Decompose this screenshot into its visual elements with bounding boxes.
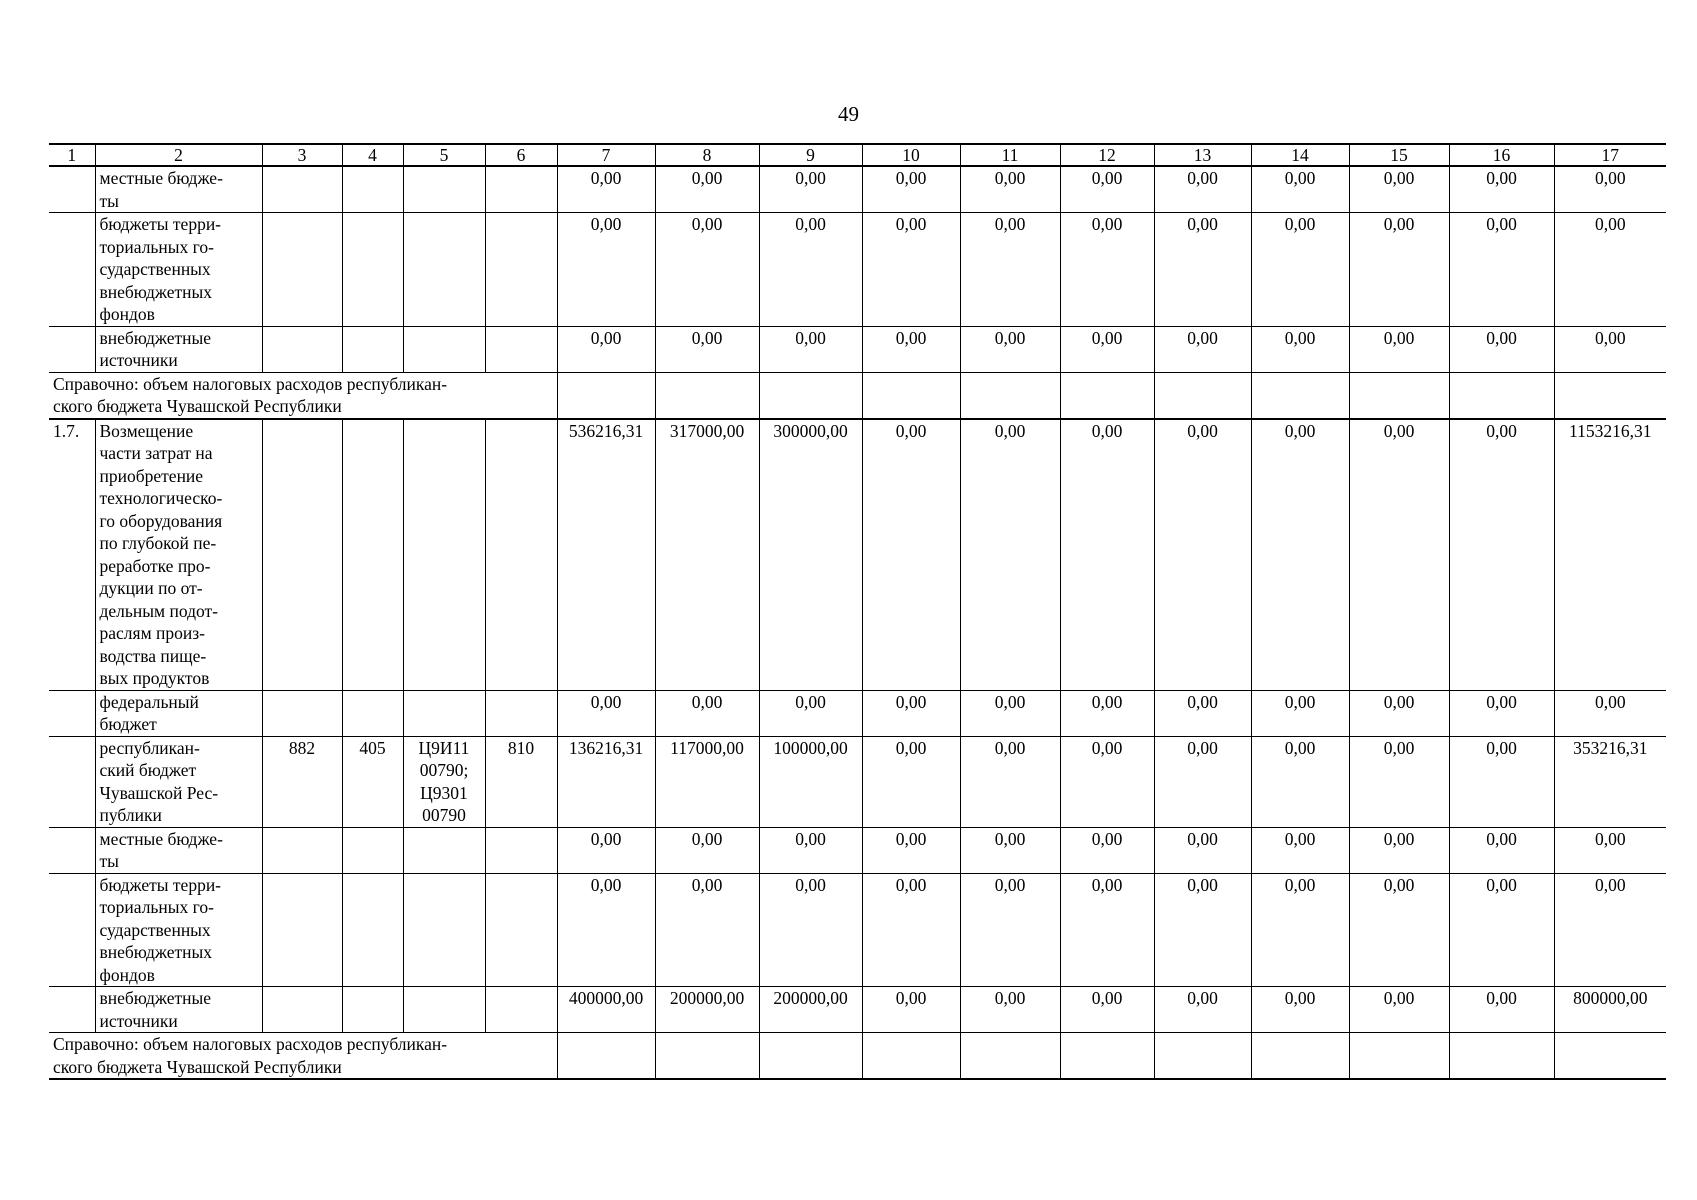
cell-expense-type	[485, 213, 557, 327]
text-line: дукции по от-	[99, 578, 203, 598]
value-cell: 0,00	[1154, 987, 1251, 1033]
value-cell: 0,00	[1349, 873, 1449, 987]
value-cell: 0,00	[1449, 419, 1554, 691]
value-cell: 0,00	[557, 827, 655, 873]
value-cell: 317000,00	[655, 419, 759, 691]
value-cell: 0,00	[1251, 827, 1349, 873]
value-cell	[1060, 1033, 1154, 1080]
text-line: вых продуктов	[99, 668, 210, 688]
text-line: приобретение	[99, 465, 204, 486]
value-cell: 100000,00	[759, 736, 862, 827]
value-cell	[862, 372, 960, 419]
budget-table	[49, 143, 1666, 1080]
column-header-12: 12	[1060, 144, 1154, 166]
row-index	[49, 736, 95, 827]
value-cell: 0,00	[960, 827, 1060, 873]
text-line: части затрат на	[99, 443, 213, 463]
value-cell	[1251, 372, 1349, 419]
column-header-17: 17	[1554, 144, 1666, 166]
value-cell	[960, 1033, 1060, 1080]
value-cell: 0,00	[1449, 690, 1554, 736]
text-line: бюджеты терри-	[99, 214, 222, 234]
text-line: ты	[99, 851, 119, 871]
cell-grbs	[262, 419, 342, 691]
cell-target-article	[403, 987, 485, 1033]
cell-grbs	[262, 690, 342, 736]
value-cell: 0,00	[655, 827, 759, 873]
value-cell: 0,00	[1449, 736, 1554, 827]
value-cell	[759, 372, 862, 419]
value-cell: 0,00	[1251, 873, 1349, 987]
row-index	[49, 326, 95, 372]
text-line: республикан-	[99, 737, 200, 758]
text-line: по глубокой пе-	[99, 533, 217, 553]
value-cell: 0,00	[1349, 326, 1449, 372]
value-cell: 0,00	[1554, 690, 1666, 736]
text-line: внебюджетных	[99, 942, 213, 962]
value-cell: 0,00	[1154, 326, 1251, 372]
value-cell	[655, 372, 759, 419]
value-cell: 0,00	[1349, 736, 1449, 827]
value-cell: 0,00	[1154, 213, 1251, 327]
cell-target-article	[403, 213, 485, 327]
text-line: ториальных го-	[99, 897, 214, 917]
row-index	[49, 987, 95, 1033]
value-cell: 0,00	[862, 736, 960, 827]
cell-grbs	[262, 827, 342, 873]
row-index	[49, 213, 95, 327]
column-header-7: 7	[557, 144, 655, 166]
table-row	[49, 213, 1666, 327]
value-cell	[1554, 372, 1666, 419]
value-cell: 0,00	[1154, 166, 1251, 213]
cell-section	[342, 690, 403, 736]
column-header-14: 14	[1251, 144, 1349, 166]
text-line: технологическо-	[99, 488, 223, 508]
value-cell: 0,00	[862, 827, 960, 873]
column-header-4: 4	[342, 144, 403, 166]
column-header-6: 6	[485, 144, 557, 166]
value-cell: 0,00	[1154, 827, 1251, 873]
cell-target-article	[403, 690, 485, 736]
value-cell: 0,00	[557, 166, 655, 213]
row-index	[49, 873, 95, 987]
text-line: раслям произ-	[99, 623, 205, 643]
value-cell: 0,00	[1449, 213, 1554, 327]
value-cell: 0,00	[759, 827, 862, 873]
column-header-8: 8	[655, 144, 759, 166]
column-header-10: 10	[862, 144, 960, 166]
value-cell: 0,00	[655, 690, 759, 736]
value-cell: 0,00	[1349, 690, 1449, 736]
column-header-5: 5	[403, 144, 485, 166]
column-header-row	[49, 144, 1666, 166]
cell-expense-type	[485, 827, 557, 873]
value-cell: 536216,31	[557, 419, 655, 691]
cell-grbs	[262, 166, 342, 213]
cell-target-article	[403, 419, 485, 691]
value-cell	[1349, 1033, 1449, 1080]
value-cell: 0,00	[1554, 326, 1666, 372]
text-line: ты	[99, 190, 119, 211]
table-row	[49, 326, 1666, 372]
row-index: 1.7.	[49, 419, 95, 691]
value-cell: 0,00	[862, 326, 960, 372]
text-line: сударственных	[99, 919, 211, 940]
cell-target-article	[403, 166, 485, 213]
value-cell: 0,00	[960, 690, 1060, 736]
value-cell	[862, 1033, 960, 1080]
value-cell: 1153216,31	[1554, 419, 1666, 691]
text-line: внебюджетные	[99, 327, 212, 348]
value-cell: 0,00	[557, 213, 655, 327]
text-line: 00790;	[419, 760, 469, 780]
value-cell: 136216,31	[557, 736, 655, 827]
value-cell	[960, 372, 1060, 419]
program-title-row	[49, 419, 1666, 691]
funding-source	[95, 213, 262, 327]
cell-grbs	[262, 213, 342, 327]
reference-row	[49, 372, 1666, 419]
value-cell: 200000,00	[759, 987, 862, 1033]
value-cell	[1554, 1033, 1666, 1080]
text-line: Возмещение	[99, 420, 194, 441]
text-line: фондов	[99, 304, 155, 324]
column-header-2: 2	[95, 144, 262, 166]
value-cell: 0,00	[1060, 873, 1154, 987]
value-cell: 300000,00	[759, 419, 862, 691]
value-cell: 400000,00	[557, 987, 655, 1033]
cell-expense-type	[485, 419, 557, 691]
cell-target-article	[403, 736, 485, 827]
value-cell: 800000,00	[1554, 987, 1666, 1033]
row-index	[49, 690, 95, 736]
value-cell: 0,00	[1349, 987, 1449, 1033]
text-line: федеральный	[99, 691, 199, 712]
table-row	[49, 166, 1666, 213]
value-cell: 0,00	[1060, 166, 1154, 213]
value-cell: 0,00	[1449, 166, 1554, 213]
value-cell: 0,00	[759, 213, 862, 327]
text-line: бюджеты терри-	[99, 874, 222, 895]
value-cell: 0,00	[1060, 987, 1154, 1033]
text-line: ский бюджет	[99, 760, 197, 780]
value-cell: 353216,31	[1554, 736, 1666, 827]
value-cell: 0,00	[1251, 166, 1349, 213]
value-cell: 0,00	[557, 873, 655, 987]
text-line: внебюджетных	[99, 281, 213, 302]
column-header-1: 1	[49, 144, 95, 166]
value-cell: 0,00	[862, 873, 960, 987]
text-line: 00790	[422, 805, 466, 825]
text-line: ториальных го-	[99, 236, 214, 257]
value-cell: 0,00	[960, 166, 1060, 213]
value-cell	[1251, 1033, 1349, 1080]
value-cell: 0,00	[1554, 873, 1666, 987]
cell-grbs	[262, 987, 342, 1033]
column-header-13: 13	[1154, 144, 1251, 166]
value-cell: 0,00	[759, 690, 862, 736]
cell-target-article	[403, 326, 485, 372]
text-line: местные бюдже-	[99, 828, 223, 849]
value-cell: 0,00	[1554, 166, 1666, 213]
text-line: бюджет	[99, 714, 157, 734]
table-row	[49, 873, 1666, 987]
value-cell: 0,00	[862, 690, 960, 736]
value-cell: 0,00	[1060, 827, 1154, 873]
value-cell	[759, 1033, 862, 1080]
value-cell: 0,00	[960, 736, 1060, 827]
value-cell: 0,00	[1349, 166, 1449, 213]
cell-section	[342, 326, 403, 372]
value-cell: 0,00	[1060, 690, 1154, 736]
table-row	[49, 827, 1666, 873]
value-cell: 0,00	[759, 326, 862, 372]
value-cell	[1060, 372, 1154, 419]
cell-expense-type	[485, 987, 557, 1033]
value-cell: 200000,00	[655, 987, 759, 1033]
text-line: фондов	[99, 964, 155, 985]
value-cell: 0,00	[1554, 213, 1666, 327]
value-cell: 0,00	[1154, 419, 1251, 691]
value-cell: 0,00	[655, 326, 759, 372]
value-cell: 0,00	[1349, 419, 1449, 691]
value-cell: 0,00	[1251, 326, 1349, 372]
text-line: Справочно: объем налоговых расходов республикан-	[53, 1034, 448, 1054]
text-line: реработке про-	[99, 555, 211, 576]
cell-grbs	[262, 326, 342, 372]
cell-grbs: 882	[262, 736, 342, 827]
value-cell: 0,00	[1060, 326, 1154, 372]
column-header-11: 11	[960, 144, 1060, 166]
text-line: Ц9301	[420, 782, 468, 803]
text-line: водства пище-	[99, 645, 207, 666]
cell-section	[342, 213, 403, 327]
text-line: ского бюджета Чувашской Республики	[53, 1056, 342, 1077]
text-line: го оборудования	[99, 510, 223, 531]
cell-expense-type	[485, 166, 557, 213]
column-header-3: 3	[262, 144, 342, 166]
program-title	[95, 419, 262, 691]
value-cell: 0,00	[862, 987, 960, 1033]
value-cell	[1349, 372, 1449, 419]
row-index	[49, 827, 95, 873]
text-line: местные бюдже-	[99, 168, 223, 188]
value-cell: 0,00	[960, 213, 1060, 327]
value-cell: 0,00	[1251, 419, 1349, 691]
value-cell: 0,00	[557, 690, 655, 736]
value-cell: 0,00	[759, 166, 862, 213]
cell-section	[342, 827, 403, 873]
value-cell: 0,00	[1449, 987, 1554, 1033]
value-cell: 0,00	[862, 166, 960, 213]
value-cell: 0,00	[1449, 827, 1554, 873]
cell-expense-type	[485, 873, 557, 987]
value-cell: 117000,00	[655, 736, 759, 827]
tax-expenditure-reference	[49, 1033, 557, 1080]
value-cell: 0,00	[862, 213, 960, 327]
page-number: 49	[838, 102, 859, 126]
value-cell: 0,00	[1251, 736, 1349, 827]
value-cell	[1154, 372, 1251, 419]
funding-source	[95, 987, 262, 1033]
value-cell: 0,00	[862, 419, 960, 691]
table-body	[49, 144, 1666, 1079]
value-cell: 0,00	[1251, 690, 1349, 736]
value-cell: 0,00	[960, 419, 1060, 691]
cell-section	[342, 873, 403, 987]
value-cell: 0,00	[557, 326, 655, 372]
table-row	[49, 690, 1666, 736]
value-cell: 0,00	[960, 873, 1060, 987]
text-line: сударственных	[99, 259, 211, 279]
cell-target-article	[403, 827, 485, 873]
value-cell: 0,00	[960, 987, 1060, 1033]
cell-target-article	[403, 873, 485, 987]
value-cell: 0,00	[1060, 419, 1154, 691]
funding-source	[95, 827, 262, 873]
text-line: публики	[99, 805, 162, 825]
column-header-15: 15	[1349, 144, 1449, 166]
text-line: внебюджетные	[99, 988, 212, 1008]
funding-source	[95, 690, 262, 736]
value-cell: 0,00	[1154, 736, 1251, 827]
text-line: источники	[99, 1010, 178, 1031]
value-cell: 0,00	[655, 873, 759, 987]
tax-expenditure-reference	[49, 372, 557, 419]
value-cell: 0,00	[1349, 213, 1449, 327]
value-cell	[1154, 1033, 1251, 1080]
value-cell	[557, 372, 655, 419]
value-cell: 0,00	[759, 873, 862, 987]
funding-source	[95, 326, 262, 372]
value-cell	[557, 1033, 655, 1080]
funding-source	[95, 166, 262, 213]
value-cell: 0,00	[1154, 690, 1251, 736]
table-row	[49, 736, 1666, 827]
funding-source	[95, 873, 262, 987]
column-header-9: 9	[759, 144, 862, 166]
funding-source	[95, 736, 262, 827]
reference-row	[49, 1033, 1666, 1080]
value-cell: 0,00	[1554, 827, 1666, 873]
value-cell: 0,00	[655, 213, 759, 327]
value-cell: 0,00	[1251, 213, 1349, 327]
value-cell	[1449, 372, 1554, 419]
cell-grbs	[262, 873, 342, 987]
text-line: ского бюджета Чувашской Республики	[53, 396, 342, 416]
cell-expense-type	[485, 690, 557, 736]
cell-section	[342, 987, 403, 1033]
table-row	[49, 987, 1666, 1033]
value-cell: 0,00	[1060, 213, 1154, 327]
row-index	[49, 166, 95, 213]
cell-expense-type: 810	[485, 736, 557, 827]
value-cell: 0,00	[1154, 873, 1251, 987]
text-line: источники	[99, 350, 178, 370]
value-cell: 0,00	[1060, 736, 1154, 827]
value-cell: 0,00	[1349, 827, 1449, 873]
value-cell: 0,00	[1449, 873, 1554, 987]
cell-section	[342, 419, 403, 691]
value-cell	[1449, 1033, 1554, 1080]
value-cell: 0,00	[1251, 987, 1349, 1033]
text-line: дельным подот-	[99, 600, 218, 621]
column-header-16: 16	[1449, 144, 1554, 166]
cell-expense-type	[485, 326, 557, 372]
value-cell: 0,00	[960, 326, 1060, 372]
value-cell	[655, 1033, 759, 1080]
text-line: Чувашской Рес-	[99, 782, 219, 803]
text-line: Справочно: объем налоговых расходов республикан-	[53, 373, 448, 394]
cell-section	[342, 166, 403, 213]
value-cell: 0,00	[1449, 326, 1554, 372]
cell-section: 405	[342, 736, 403, 827]
value-cell: 0,00	[655, 166, 759, 213]
text-line: Ц9И11	[418, 737, 470, 758]
